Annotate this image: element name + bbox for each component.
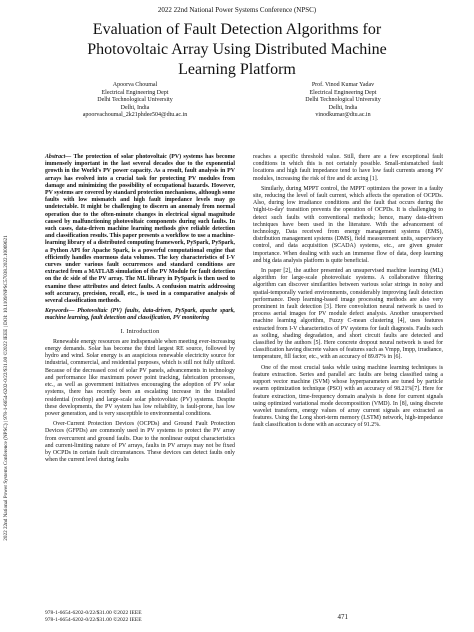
body-paragraph: In paper [2], the author presented an unsupervised machine learning (ML) algorithm for large-scale photovoltaic systems. A collaborative filtering algorithm can discover similarities between various solar strings in noisy and spatial-temporally varied environments, considerably improving fault detection performance. Deep learning-based image processing methods are also very prominent in fault detection [3]. Here convolution neural network is used to process aerial images for PV module defect analysis. Another unsupervised machine learning algorithm, Fuzzy C-mean clustering [4], uses features extracted from I-V characteristics of PV systems for fault diagnosis. Faults such as soiling, shading degradation, and short circuit faults are detected and classified by the authors [5]. Here concrete dropout neural network is used for classification having discrete values of features such as Vmpp, Impp, irradiance, temperature, fill factor, etc., with an accuracy of 89.87% in [6]. xyxy=(253,268,443,361)
abstract-label: Abstract— xyxy=(45,154,72,160)
keywords xyxy=(45,308,235,322)
footer-line: 978-1-6654-6202-0/22/$31.00 ©2022 IEEE xyxy=(45,617,142,623)
author-institution: Delhi Technological University xyxy=(97,97,173,104)
body-paragraph: Similarly, during MPPT control, the MPPT optimizes the power in a faulty site, reducing the level of fault current, which affects the operation of OCPDs. Also, during low irradiance conditions and the fault that occurs during the 'night-to-day' transition prevents the operation of OCPDs. It is challenging to detect such faults with conventional methods; hence, many data-driven techniques have been used in the literature. With the advancement of technology, Data received from energy management systems (EMS), distribution management systems (DMS), field measurement units, supervisory control, and data acquisition (SCADA) systems, etc., are given greater importance. When dealing with such an immense flow of data, deep learning and big data analysis platform is quite beneficial. xyxy=(253,185,443,264)
body-paragraph: Renewable energy resources are indispensable when meeting ever-increasing energy demands. Solar has become the third largest RE source, followed by hydro and wind. Solar energy is an auspicious renewable electricity source for industrial, commercial, and residential purposes, which is still not fully utilized. Because of the decreased cost of solar PV panels, advancements in technology and performance like maximum power point tracking, fabrication processes, etc., as well as government initiatives encouraging the adoption of PV solar systems, there has recently been an escalating increase in the installed residential (rooftop) and large-scale solar photovoltaic (PV) systems. Despite these developments, the PV system has low reliability, is fault-prone, has low power generation, and is very susceptible to environmental conditions. xyxy=(45,338,235,417)
author-city: Delhi, India xyxy=(120,104,150,111)
author-dept: Electrical Engineering Dept xyxy=(309,89,377,96)
author-email[interactable]: apoorvachoumal_2k21phdee504@dtu.ac.in xyxy=(82,112,188,119)
abstract xyxy=(45,154,235,305)
author-block-1 xyxy=(60,82,210,120)
section-heading-introduction: I. Introduction xyxy=(120,327,160,335)
author-name: Prof. Vinod Kumar Yadav xyxy=(311,82,375,88)
keywords-text: Photovoltaic (PV) faults, data-driven, PySpark, apache spark, machine learning, fault detection and classification, PV monitoring xyxy=(45,308,235,322)
body-paragraph: Over-Current Protection Devices (OCPDs) and Ground Fault Protection Devices (GFPDs) are commonly used in PV systems to protect the PV array from overcurrent and ground faults. Due to the nonlinear output characteristics and current-limiting nature of PV arrays, faults in PV arrays may not be fixed by OCPDs in certain fault circumstances. These devices can detect faults only when the current level during faults xyxy=(45,421,235,464)
body-paragraph: reaches a specific threshold value. Still, there are a few exceptional fault conditions in which this is not certainly possible. Small-mismatched fault locations and high fault impedance tend to have low fault currents among PV modules, increasing the risk of fire and dc arcing [1]. xyxy=(253,154,443,182)
body-paragraph: One of the most crucial tasks while using machine learning techniques is feature extraction. Series and parallel arc faults are being classified using a support vector machine (SVM) whose hyperparameters are tuned by particle swarm optimization technique (PSO) with an accuracy of 98.21%[7]. Here for feature extraction, time-frequency domain analysis is done for current signals using optimized variational mode decomposition (VMD). In [8], using discrete wavelet transform, energy values of array current signals are extracted as features. Using the Long short-term memory (LSTM) network, high-impedance fault classification is done with an accuracy of 91.2%. xyxy=(253,364,443,429)
keywords-label: Keywords— xyxy=(45,308,75,315)
author-dept: Electrical Engineering Dept xyxy=(101,89,169,96)
author-email[interactable]: vinodkumar@dtu.ac.in xyxy=(315,112,371,119)
right-column xyxy=(253,154,443,433)
side-doi-text: 2022 22nd National Power Systems Conference (NPSC) | 978-1-6654-6202-0/22/$31.00 ©2022 IEEE | DOI: 10.1109/NPSC57038.2022.10069621 xyxy=(3,235,9,541)
title-line: Evaluation of Fault Detection Algorithms for xyxy=(92,21,382,38)
title-line: Learning Platform xyxy=(178,61,296,78)
conference-header: 2022 22nd National Power Systems Conference (NPSC) xyxy=(157,6,317,14)
paper-title xyxy=(34,20,440,80)
side-doi-strip xyxy=(1,180,11,600)
author-name: Apoorva Choumal xyxy=(112,82,158,88)
abstract-text: The protection of solar photovoltaic (PV) systems has become immensely important in the last several decades due to the exponential growth in the World's PV power capacity. As a result, fault analysis in PV arrays has evolved into a crucial task for protecting PV modules from damage and minimizing the possibility of occupational hazards. However, PV systems are covered by standard protection mechanisms, although some faults with low mismatch and high fault impedance levels may go undetectable. It might be challenging to discern an anomaly from normal operation due to the often-minute changes in electrical signal magnitude caused by malfunctioning photovoltaic components during such faults. In such cases, data-driven machine learning methods give reliable detection and classification results. This paper presents a workflow to use a machine-learning library of a distributed computing framework, PySpark, PySpark, a Python API for Apache Spark, is a powerful computational engine that efficiently handles enormous data volumes. The key characteristics of I-V curves under various fault occurrences and standard conditions are extracted from a MATLAB simulation of the PV Module for fault detection on the dc side of the PV array. The ML library in PySpark is then used to examine these attributes and detect faults. A confusion matrix addressing soft accuracy, precision, recall, etc., is used in a comparative analysis of several classification methods. xyxy=(45,154,235,305)
left-column xyxy=(45,154,235,467)
author-city: Delhi, India xyxy=(328,104,358,111)
author-block-2 xyxy=(268,82,418,120)
footer-line: 978-1-6654-6202-0/22/$31.00 ©2022 IEEE xyxy=(45,610,142,616)
author-institution: Delhi Technological University xyxy=(305,97,381,104)
footer-copyright xyxy=(45,610,142,624)
title-line: Photovoltaic Array Using Distributed Machine xyxy=(87,41,387,58)
page-number: 471 xyxy=(337,613,348,621)
